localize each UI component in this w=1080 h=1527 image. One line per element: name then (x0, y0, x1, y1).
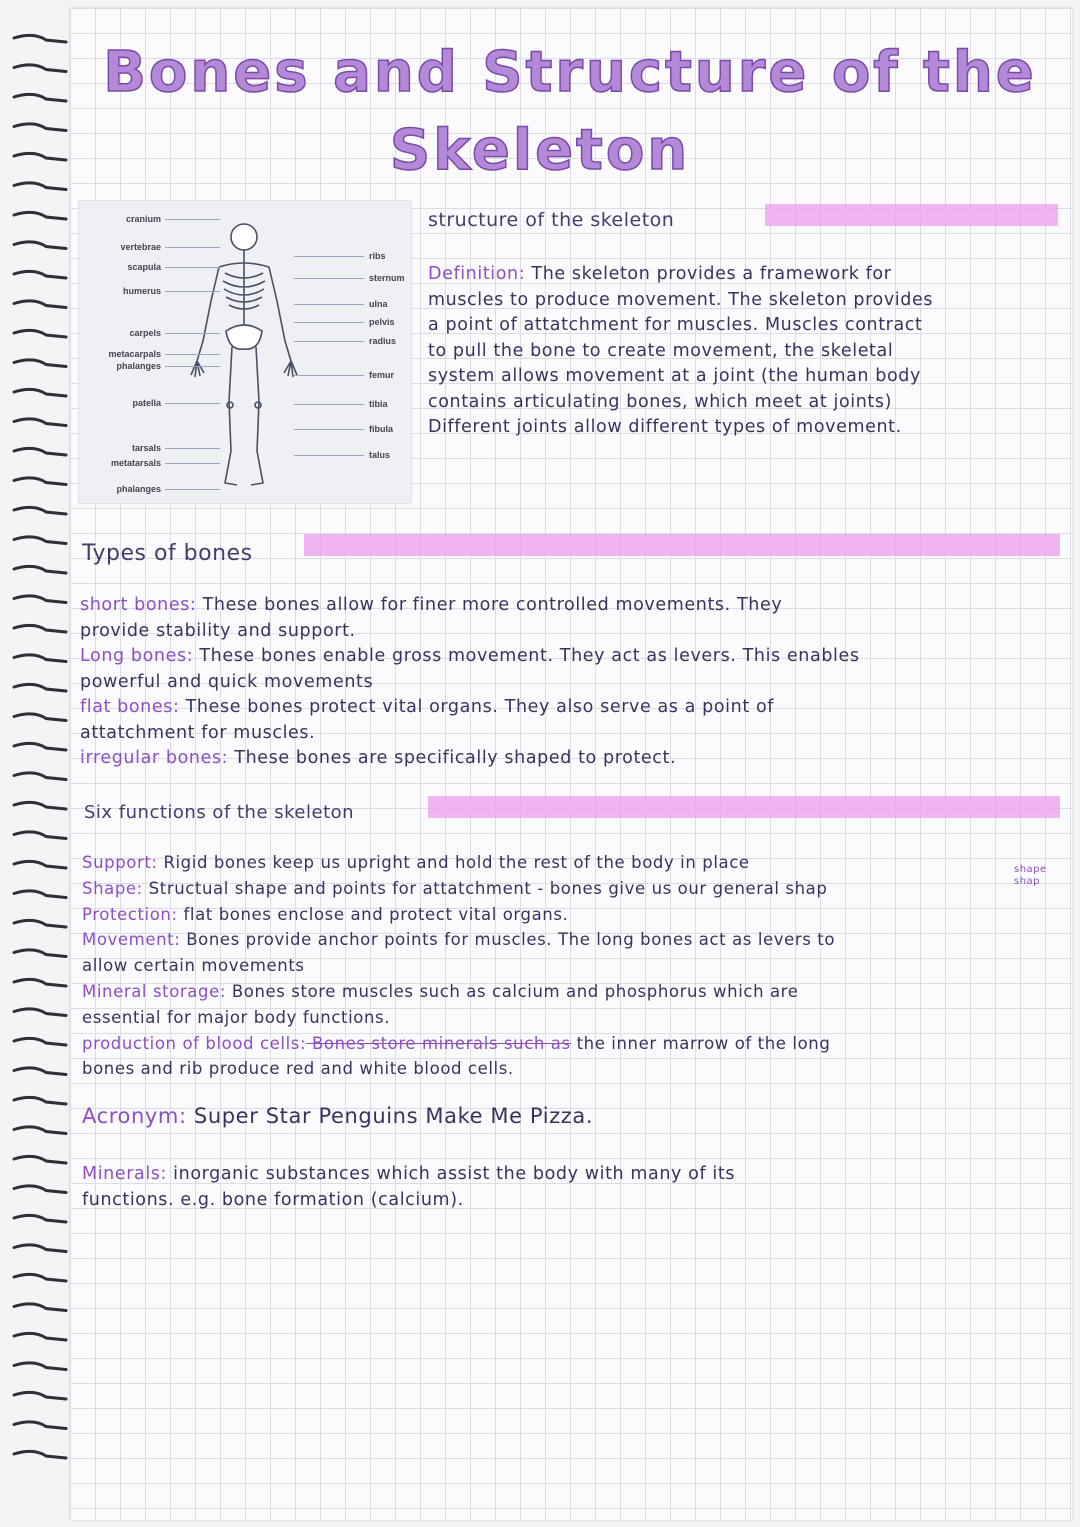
definition-line: muscles to produce movement. The skeleton provides (428, 289, 934, 310)
structure-heading-highlight (765, 204, 1058, 226)
bone-label: carpels (129, 328, 161, 338)
bone-label: metacarpals (108, 349, 161, 359)
definition-line-text: The skeleton provides a framework for (531, 264, 892, 284)
bone-label: ribs (369, 251, 386, 261)
function-term: Shape: (82, 878, 143, 898)
page-title-line1: Bones and Structure of the (103, 40, 1037, 105)
minerals-line: functions. e.g. bone formation (calcium). (82, 1189, 464, 1210)
skeleton-diagram (78, 200, 412, 504)
acronym-line (82, 1104, 593, 1130)
bone-type-term: Long bones: (80, 646, 194, 666)
bone-label: phalanges (116, 361, 161, 371)
bone-label-line (165, 403, 220, 404)
bone-type-line: powerful and quick movements (80, 671, 374, 692)
function-item: Mineral storage: Bones store muscles such as calcium and phosphorus which are (82, 981, 799, 1001)
bone-label: talus (369, 450, 391, 460)
bone-type-item: short bones: These bones allow for finer more controlled movements. They (80, 595, 783, 615)
structure-definition (428, 262, 1058, 441)
bone-type-item: Long bones: These bones enable gross movement. They act as levers. This enables (80, 646, 860, 666)
bone-label-line (294, 404, 364, 405)
bone-label: tarsals (131, 443, 161, 453)
bone-label: femur (369, 370, 395, 380)
bone-label-line (165, 463, 220, 464)
bone-label-line (165, 219, 220, 220)
minerals-term: Minerals: (82, 1164, 168, 1184)
types-heading-highlight (304, 534, 1060, 556)
function-term: production of blood cells: (82, 1033, 307, 1053)
bone-label: fibula (369, 424, 393, 434)
bone-label: cranium (125, 214, 161, 224)
definition-line: a point of attatchment for muscles. Muscles contract (428, 315, 923, 335)
function-item: Protection: flat bones enclose and protect vital organs. (82, 904, 569, 924)
bone-label: ulna (369, 299, 388, 309)
definition-line: contains articulating bones, which meet at joints) (428, 391, 893, 412)
minerals-definition: Minerals: inorganic substances which assist the body with many of its functions. e.g. bone formation (calcium). (82, 1162, 1022, 1213)
bone-label-line (165, 267, 220, 268)
margin-note: shape shap (1014, 864, 1047, 887)
bone-label-line (165, 489, 220, 490)
spiral-binding (0, 0, 72, 1527)
bone-label-line (165, 448, 220, 449)
function-term: Movement: (82, 930, 181, 950)
functions-list (82, 850, 1012, 1082)
acronym-text: Super Star Penguins Make Me Pizza. (186, 1104, 594, 1128)
bone-label-line (294, 304, 364, 305)
bone-label: tibia (369, 399, 388, 409)
function-term: Protection: (82, 904, 178, 924)
types-heading: Types of bones (82, 541, 253, 566)
bone-label: patella (132, 398, 161, 408)
functions-heading: Six functions of the skeleton (84, 802, 355, 823)
bone-label: vertebrae (120, 242, 161, 252)
function-term: Mineral storage: (82, 981, 226, 1001)
bone-type-term: short bones: (80, 595, 197, 615)
acronym-term: Acronym: (82, 1104, 187, 1128)
bone-label: scapula (127, 262, 161, 272)
bone-label-line (165, 366, 220, 367)
bone-label-line (294, 429, 364, 430)
types-list (80, 593, 1060, 772)
bone-type-item: irregular bones: These bones are specifically shaped to protect. (80, 748, 677, 768)
bone-label-line (294, 341, 364, 342)
function-line: bones and rib produce red and white blood cells. (82, 1059, 514, 1079)
functions-heading-highlight (428, 796, 1060, 818)
page-title-line2: Skeleton (389, 118, 691, 183)
bone-label-line (165, 333, 220, 334)
bone-label: pelvis (369, 317, 395, 327)
bone-label-line (165, 354, 220, 355)
bone-type-term: flat bones: (80, 697, 180, 717)
bone-label-line (294, 322, 364, 323)
function-term: Support: (82, 853, 158, 872)
bone-label-line (294, 256, 364, 257)
definition-line: Different joints allow different types of movement. (428, 417, 902, 437)
function-line: essential for major body functions. (82, 1007, 391, 1027)
bone-type-item: flat bones: These bones protect vital organs. They also serve as a point of (80, 697, 775, 717)
bone-label: radius (369, 336, 397, 346)
bone-label-line (294, 375, 364, 376)
definition-line: to pull the bone to create movement, the skeletal (428, 340, 894, 361)
bone-label: phalanges (116, 484, 161, 494)
bone-label: sternum (369, 273, 405, 283)
structure-heading: structure of the skeleton (428, 209, 675, 231)
bone-label: metatarsals (110, 458, 161, 468)
bone-label-line (165, 291, 220, 292)
bone-type-line: provide stability and support. (80, 620, 356, 641)
function-line: allow certain movements (82, 956, 305, 976)
bone-label-line (294, 455, 364, 456)
function-item: Movement: Bones provide anchor points for muscles. The long bones act as levers to (82, 930, 836, 950)
function-item: Support: Rigid bones keep us upright and hold the rest of the body in place (82, 853, 750, 872)
bone-label: humerus (122, 286, 161, 296)
function-item: Shape: Structual shape and points for attatchment - bones give us our general shap (82, 878, 828, 898)
definition-term: Definition: (428, 264, 526, 284)
bone-type-line: attatchment for muscles. (80, 722, 316, 743)
bone-label-line (165, 247, 220, 248)
bone-label-line (294, 278, 364, 279)
function-item: production of blood cells: Bones store minerals such as the inner marrow of the long (82, 1033, 831, 1053)
definition-line (428, 262, 1058, 288)
definition-line: system allows movement at a joint (the human body (428, 366, 921, 386)
bone-type-term: irregular bones: (80, 748, 229, 768)
struck-text: Bones store minerals such as (306, 1033, 571, 1053)
